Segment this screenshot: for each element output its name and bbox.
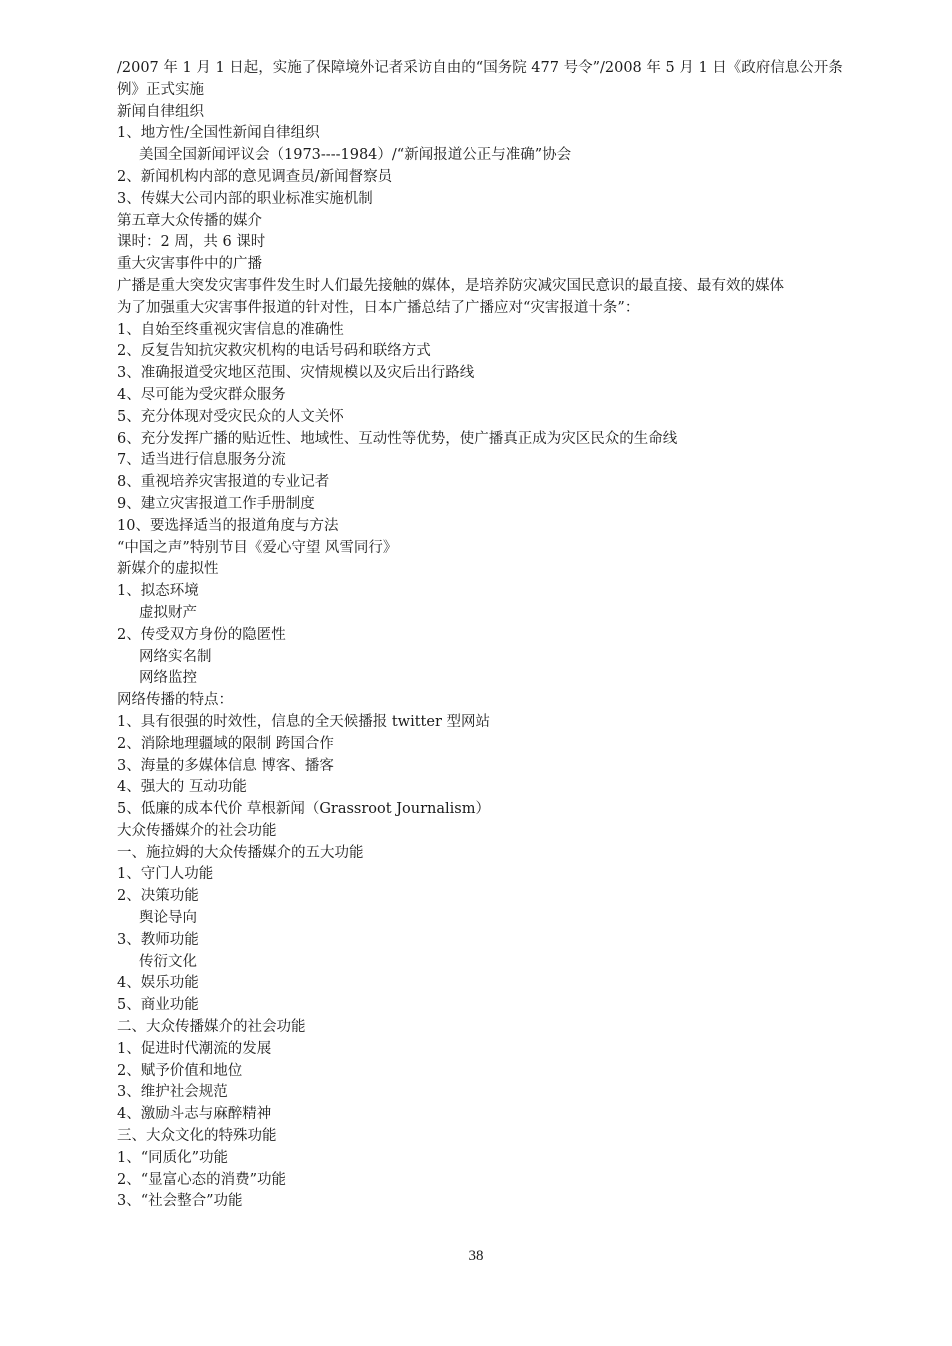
- text-line: 网络实名制: [139, 648, 212, 665]
- text-line: 5、商业功能: [117, 997, 199, 1014]
- text-line: 大众传播媒介的社会功能: [117, 822, 277, 839]
- text-line: 2、“显富心态的消费”功能: [117, 1171, 287, 1188]
- text-line: 10、要选择适当的报道角度与方法: [117, 517, 339, 534]
- text-line: 第五章大众传播的媒介: [117, 212, 262, 229]
- text-line: 三、大众文化的特殊功能: [117, 1128, 277, 1145]
- text-line: 4、强大的 互动功能: [117, 779, 247, 796]
- text-line: 新闻自律组织: [117, 103, 204, 120]
- page-number: 38: [468, 1248, 484, 1264]
- text-line: 二、大众传播媒介的社会功能: [117, 1019, 306, 1036]
- text-line: 1、自始至终重视灾害信息的准确性: [117, 321, 344, 338]
- text-line: 8、重视培养灾害报道的专业记者: [117, 474, 330, 491]
- text-line: 网络监控: [139, 670, 197, 687]
- text-line: 一、施拉姆的大众传播媒介的五大功能: [117, 844, 364, 861]
- text-line: 为了加强重大灾害事件报道的针对性，日本广播总结了广播应对“灾害报道十条”：: [117, 299, 640, 316]
- text-line: 美国全国新闻评议会（1973----1984）/“新闻报道公正与准确”协会: [139, 147, 572, 164]
- text-line: 1、具有很强的时效性，信息的全天候播报 twitter 型网站: [117, 713, 490, 730]
- text-line: 4、娱乐功能: [117, 975, 199, 992]
- text-line: 舆论导向: [139, 910, 197, 927]
- text-line: /2007 年 1 月 1 日起，实施了保障境外记者采访自由的“国务院 477 号令”/2008 年 5 月 1 日《政府信息公开条例》正式实施: [117, 60, 843, 98]
- text-line: 2、消除地理疆域的限制 跨国合作: [117, 735, 334, 752]
- text-line: 1、“同质化”功能: [117, 1149, 229, 1166]
- text-line: 4、激励斗志与麻醉精神: [117, 1106, 272, 1123]
- text-line: 2、赋予价值和地位: [117, 1062, 243, 1079]
- text-line: 5、充分体现对受灾民众的人文关怀: [117, 408, 344, 425]
- text-line: 3、准确报道受灾地区范围、灾情规模以及灾后出行路线: [117, 365, 475, 382]
- text-line: 网络传播的特点：: [117, 692, 233, 709]
- text-line: 虚拟财产: [139, 604, 197, 621]
- text-line: 2、新闻机构内部的意见调查员/新闻督察员: [117, 168, 393, 185]
- text-line: 重大灾害事件中的广播: [117, 256, 262, 273]
- text-line: 传衍文化: [139, 953, 197, 970]
- text-line: 4、尽可能为受灾群众服务: [117, 386, 286, 403]
- text-line: 3、海量的多媒体信息 博客、播客: [117, 757, 334, 774]
- text-line: “中国之声”特别节目《爱心守望 风雪同行》: [117, 539, 398, 556]
- text-line: 1、拟态环境: [117, 583, 199, 600]
- text-line: 3、“社会整合”功能: [117, 1193, 243, 1210]
- text-line: 3、维护社会规范: [117, 1084, 228, 1101]
- text-line: 5、低廉的成本代价 草根新闻（Grassroot Journalism）: [117, 801, 490, 818]
- text-line: 3、传媒大公司内部的职业标准实施机制: [117, 190, 373, 207]
- text-line: 1、促进时代潮流的发展: [117, 1040, 272, 1057]
- text-line: 1、地方性/全国性新闻自律组织: [117, 125, 320, 142]
- text-line: 6、充分发挥广播的贴近性、地域性、互动性等优势，使广播真正成为灾区民众的生命线: [117, 430, 678, 447]
- text-line: 3、教师功能: [117, 931, 199, 948]
- text-line: 9、建立灾害报道工作手册制度: [117, 495, 315, 512]
- text-line: 2、传受双方身份的隐匿性: [117, 626, 286, 643]
- text-line: 7、适当进行信息服务分流: [117, 452, 286, 469]
- text-line: 新媒介的虚拟性: [117, 561, 219, 578]
- text-line: 1、守门人功能: [117, 866, 214, 883]
- text-line: 广播是重大突发灾害事件发生时人们最先接触的媒体，是培养防灾减灾国民意识的最直接、最有效的媒体: [117, 277, 784, 294]
- text-line: 2、决策功能: [117, 888, 199, 905]
- page-body: [117, 58, 847, 1213]
- text-line: 2、反复告知抗灾救灾机构的电话号码和联络方式: [117, 343, 431, 360]
- text-line: 课时：2 周，共 6 课时: [117, 234, 266, 251]
